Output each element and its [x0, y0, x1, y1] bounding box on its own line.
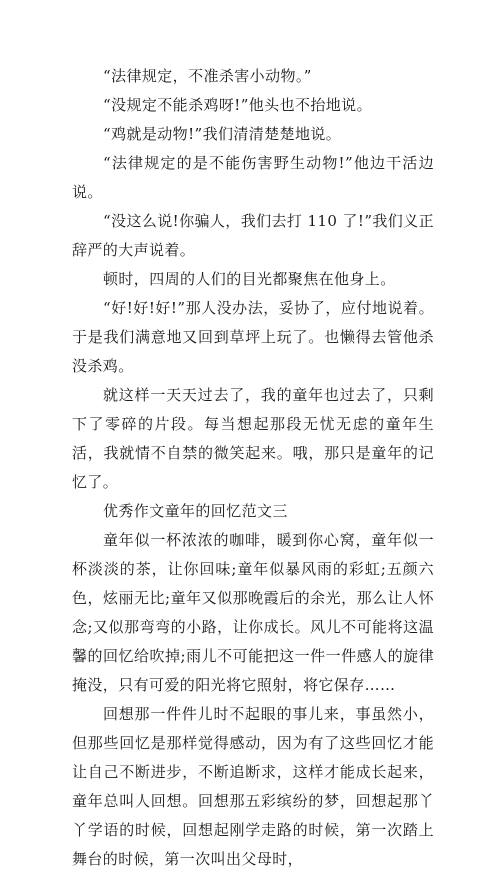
essay-paragraph-1: 童年似一杯浓浓的咖啡，暖到你心窝，童年似一杯淡淡的茶，让你回味;童年似暴风雨的彩虹;五颜六色，炫丽无比;童年又似那晚霞后的余光，那么让人怀念;又似那弯弯的小路，让你成长。风儿不可能将这温馨的回忆给吹掉;雨儿不可能把这一件一件感人的旋律掩没，只有可爱的阳光将它照射，将它保存…… — [72, 531, 434, 694]
dialogue-paragraph-2: “没规定不能杀鸡呀!”他头也不抬地说。 — [103, 96, 372, 114]
dialogue-paragraph-3: “鸡就是动物!”我们清清楚楚地说。 — [103, 125, 342, 143]
dialogue-paragraph-5: “没这么说!你骗人，我们去打 110 了!”我们义正辞严的大声说着。 — [72, 212, 434, 259]
narration-paragraph-3: 就这样一天天过去了，我的童年也过去了，只剩下了零碎的片段。每当想起那段无忧无虑的童年生活，我就情不自禁的微笑起来。哦，那只是童年的记忆了。 — [72, 386, 434, 491]
essay-paragraph-2: 回想那一件件儿时不起眼的事儿来，事虽然小，但那些回忆是那样觉得感动，因为有了这些回忆才能让自己不断进步，不断追断求，这样才能成长起来，童年总叫人回想。回想那五彩缤纷的梦，回想起那丫丫学语的时候，回想起刚学走路的时候，第一次踏上舞台的时候，第一次叫出父母时， — [72, 705, 434, 868]
narration-paragraph-2: “好!好!好!”那人没办法，妥协了，应付地说着。于是我们满意地又回到草坪上玩了。也懒得去管他杀没杀鸡。 — [72, 299, 434, 375]
dialogue-paragraph-4: “法律规定的是不能伤害野生动物!”他边干活边说。 — [72, 154, 434, 201]
section-heading: 优秀作文童年的回忆范文三 — [103, 502, 288, 520]
narration-paragraph-1: 顿时，四周的人们的目光都聚焦在他身上。 — [103, 270, 396, 288]
dialogue-paragraph-1: “法律规定，不准杀害小动物。” — [103, 67, 312, 85]
